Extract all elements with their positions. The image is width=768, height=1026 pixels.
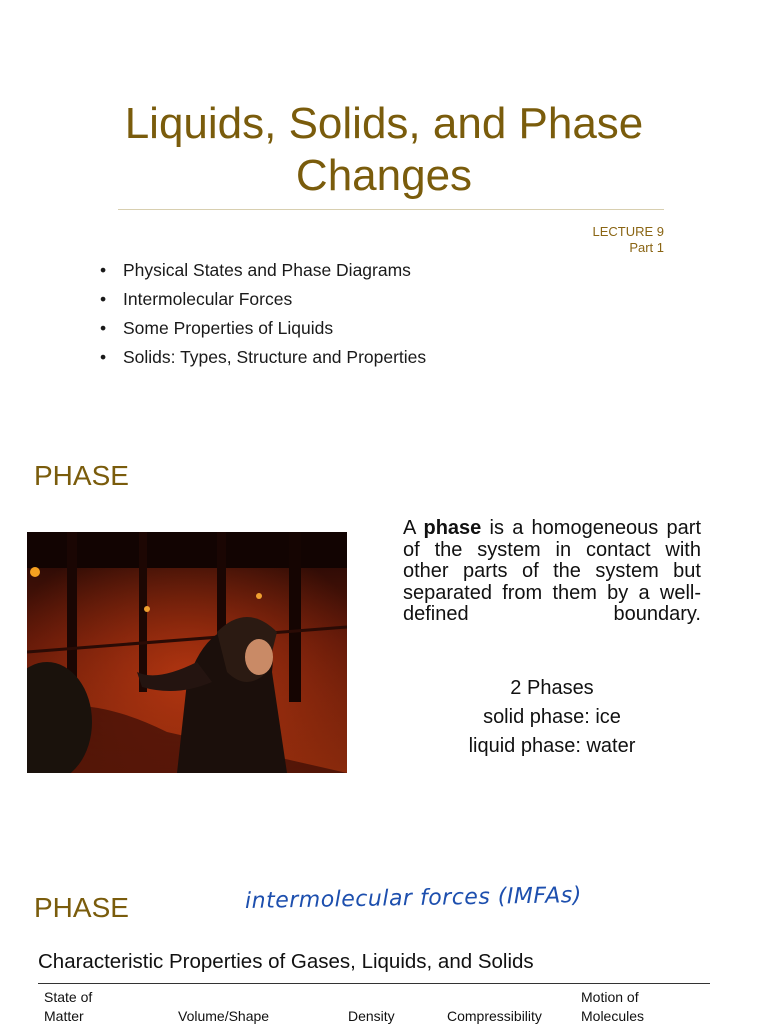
section-heading-phase-2: PHASE [34,892,129,923]
column-header-motion: Motion of Molecules [581,989,645,1024]
bullet-icon: • [100,347,107,367]
lecture-label [592,224,664,256]
phase-examples [403,674,701,761]
section-heading-phase: PHASE [34,460,129,491]
table-title: Characteristic Properties of Gases, Liquids, and Solids [38,950,534,973]
definition-prefix: A [403,517,416,539]
bullet-icon: • [100,260,107,280]
bullet-icon: • [100,289,107,309]
list-item [100,315,426,344]
column-header-state: State of Matter [44,989,93,1024]
column-header-density: Density [348,1008,395,1024]
definition-body: is a homogeneous part of the system in contact with other parts of the system but separated from them by a well-defined boundary. [403,517,701,625]
slide-title: Liquids, Solids, and Phase Changes [124,99,644,200]
list-item [100,286,426,315]
list-item-text: Solids: Types, Structure and Properties [123,347,427,367]
lecture-number: LECTURE 9 [592,224,664,239]
table-top-rule [38,983,710,984]
title-divider [118,209,664,210]
list-item-text: Physical States and Phase Diagrams [123,260,411,280]
list-item-text: Intermolecular Forces [123,289,293,309]
phase-definition [403,518,701,626]
topic-list [100,257,426,373]
list-item [100,344,426,373]
bullet-icon: • [100,318,107,338]
list-item-text: Some Properties of Liquids [123,318,334,338]
handwritten-annotation: intermolecular forces (IMFAs) [244,883,583,914]
definition-term: phase [423,517,482,539]
phase-count: 2 Phases [510,677,594,699]
phase-liquid: liquid phase: water [468,735,636,757]
column-header-compressibility: Compressibility [447,1008,542,1024]
illustration-image [27,532,347,773]
list-item [100,257,426,286]
phase-solid: solid phase: ice [483,706,621,728]
column-header-volume: Volume/Shape [178,1008,270,1024]
lecture-part: Part 1 [629,240,664,255]
illustration-image-art [27,532,347,773]
